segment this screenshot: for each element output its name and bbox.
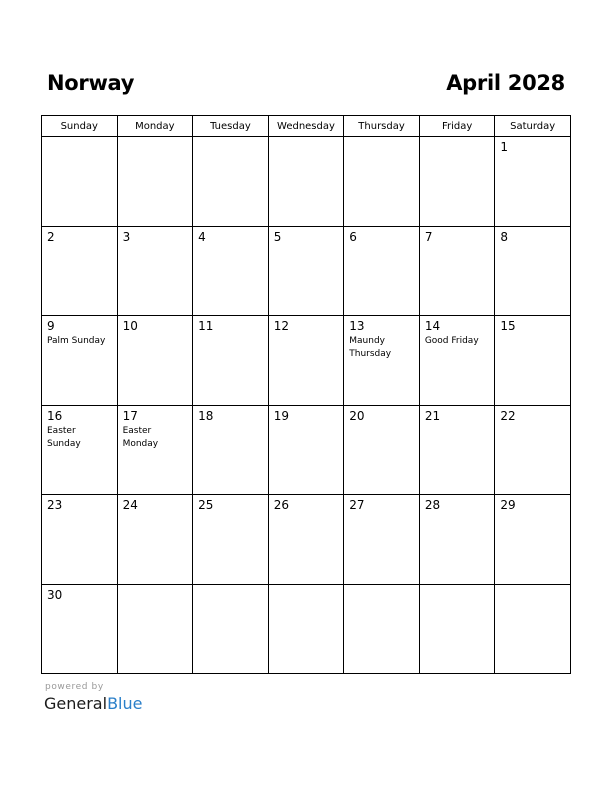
day-cell	[495, 495, 571, 585]
day-number: 2	[47, 229, 55, 244]
weekday-wednesday: Wednesday	[268, 116, 344, 137]
day-cell	[344, 584, 420, 674]
day-number: 8	[500, 229, 509, 244]
day-number: 20	[349, 408, 365, 423]
day-cell-content	[193, 495, 268, 583]
weekday-sunday: Sunday	[42, 116, 118, 137]
day-cell-content	[118, 137, 193, 225]
day-cell-content	[193, 406, 268, 494]
day-cell-content	[193, 585, 268, 673]
day-cell-content	[42, 585, 117, 673]
day-cell-content	[344, 406, 419, 494]
day-cell-content	[420, 585, 495, 673]
day-cell	[419, 316, 495, 406]
day-cell-content	[269, 406, 344, 494]
day-cell	[268, 226, 344, 316]
day-cell-content	[193, 316, 268, 404]
day-number: 4	[198, 229, 206, 244]
weekday-monday: Monday	[117, 116, 193, 137]
day-cell-content	[269, 137, 344, 225]
day-number: 10	[122, 319, 138, 333]
day-cell	[419, 584, 495, 674]
day-cell	[495, 316, 571, 406]
day-cell	[419, 137, 495, 227]
brand-blue-text: Blue	[107, 694, 143, 713]
day-number: 19	[273, 408, 289, 423]
day-number: 11	[198, 319, 214, 333]
day-cell-content	[495, 406, 570, 494]
day-number: 5	[273, 229, 282, 244]
day-number: 1	[500, 140, 509, 154]
day-cell	[419, 495, 495, 585]
day-number: 16	[47, 408, 63, 423]
day-cell-content	[193, 227, 268, 315]
day-cell-content	[344, 585, 419, 673]
day-number: 26	[273, 498, 289, 512]
holiday-label: Palm Sunday	[47, 336, 106, 346]
day-cell	[344, 137, 420, 227]
country-title: Norway	[47, 71, 135, 95]
week-row	[42, 495, 571, 585]
day-cell	[42, 316, 118, 406]
week-row	[42, 405, 571, 495]
day-cell-content	[269, 227, 344, 315]
day-cell-content	[344, 316, 419, 404]
month-year-title: April 2028	[446, 71, 565, 95]
day-number: 21	[424, 408, 441, 423]
day-number: 27	[349, 498, 365, 512]
day-cell	[344, 405, 420, 495]
day-cell-content	[344, 137, 419, 225]
day-cell-content	[42, 406, 117, 494]
week-row	[42, 137, 571, 227]
day-cell	[193, 495, 269, 585]
day-cell-content	[42, 137, 117, 225]
weekday-thursday: Thursday	[344, 116, 420, 137]
day-cell	[268, 405, 344, 495]
day-cell	[42, 137, 118, 227]
day-cell	[42, 584, 118, 674]
day-cell-content	[269, 585, 344, 673]
day-number: 25	[198, 498, 214, 512]
day-cell-content	[118, 495, 193, 583]
day-cell-content	[420, 227, 495, 315]
day-number: 18	[198, 408, 214, 423]
day-cell	[117, 226, 193, 316]
day-cell	[117, 584, 193, 674]
day-cell-content	[495, 227, 570, 315]
holiday-label: Maundy Thursday	[349, 336, 392, 359]
day-cell-content	[420, 316, 495, 404]
day-number: 29	[500, 498, 516, 512]
day-cell	[268, 316, 344, 406]
day-number: 17	[122, 408, 138, 423]
weekday-saturday: Saturday	[495, 116, 571, 137]
day-number: 3	[122, 229, 131, 244]
day-cell-content	[495, 495, 570, 583]
day-number: 7	[424, 229, 433, 244]
day-cell	[117, 137, 193, 227]
day-cell-content	[269, 316, 344, 404]
day-number: 14	[424, 319, 441, 333]
day-cell-content	[344, 227, 419, 315]
day-cell	[193, 584, 269, 674]
day-cell-content	[118, 585, 193, 673]
week-row	[42, 316, 571, 406]
day-cell	[268, 137, 344, 227]
day-number: 23	[47, 498, 63, 512]
holiday-label: Good Friday	[424, 336, 479, 346]
day-number: 24	[122, 498, 138, 512]
day-cell-content	[420, 495, 495, 583]
brand-footer	[44, 681, 142, 714]
day-cell	[268, 495, 344, 585]
day-cell	[344, 316, 420, 406]
day-cell-content	[42, 227, 117, 315]
day-number: 22	[500, 408, 516, 423]
day-cell	[419, 405, 495, 495]
day-cell	[495, 226, 571, 316]
day-cell	[117, 316, 193, 406]
calendar-body	[42, 137, 571, 674]
day-cell-content	[118, 406, 193, 494]
day-cell	[117, 495, 193, 585]
brand-logo	[44, 694, 142, 714]
day-cell-content	[42, 316, 117, 404]
holiday-label: Easter Sunday	[47, 425, 81, 449]
brand-general-text: General	[44, 694, 108, 713]
day-cell-content	[118, 316, 193, 404]
day-cell	[495, 584, 571, 674]
weekday-tuesday: Tuesday	[193, 116, 269, 137]
day-cell-content	[118, 227, 193, 315]
weekday-header-row	[42, 116, 571, 137]
day-cell-content	[420, 137, 495, 225]
day-cell	[193, 316, 269, 406]
day-cell	[193, 137, 269, 227]
day-cell-content	[495, 137, 570, 225]
day-cell	[495, 137, 571, 227]
day-cell	[419, 226, 495, 316]
day-number: 9	[47, 319, 55, 333]
day-cell	[344, 495, 420, 585]
day-cell-content	[420, 406, 495, 494]
day-cell	[268, 584, 344, 674]
day-cell-content	[193, 137, 268, 225]
week-row	[42, 226, 571, 316]
day-cell-content	[495, 316, 570, 404]
day-number: 15	[500, 319, 516, 333]
day-cell	[193, 405, 269, 495]
day-cell-content	[269, 495, 344, 583]
day-number: 12	[273, 319, 289, 333]
day-cell	[117, 405, 193, 495]
day-number: 13	[349, 319, 365, 333]
week-row	[42, 584, 571, 674]
day-number: 30	[47, 587, 63, 602]
day-cell	[42, 495, 118, 585]
holiday-label: Easter Monday	[122, 425, 159, 449]
day-number: 6	[349, 229, 357, 244]
day-cell	[42, 226, 118, 316]
day-number: 28	[424, 498, 441, 512]
day-cell-content	[495, 585, 570, 673]
day-cell	[344, 226, 420, 316]
day-cell-content	[344, 495, 419, 583]
day-cell-content	[42, 495, 117, 583]
day-cell	[495, 405, 571, 495]
day-cell	[42, 405, 118, 495]
weekday-friday: Friday	[419, 116, 495, 137]
calendar-grid	[41, 115, 571, 674]
powered-by-label: powered by	[45, 682, 104, 692]
day-cell	[193, 226, 269, 316]
